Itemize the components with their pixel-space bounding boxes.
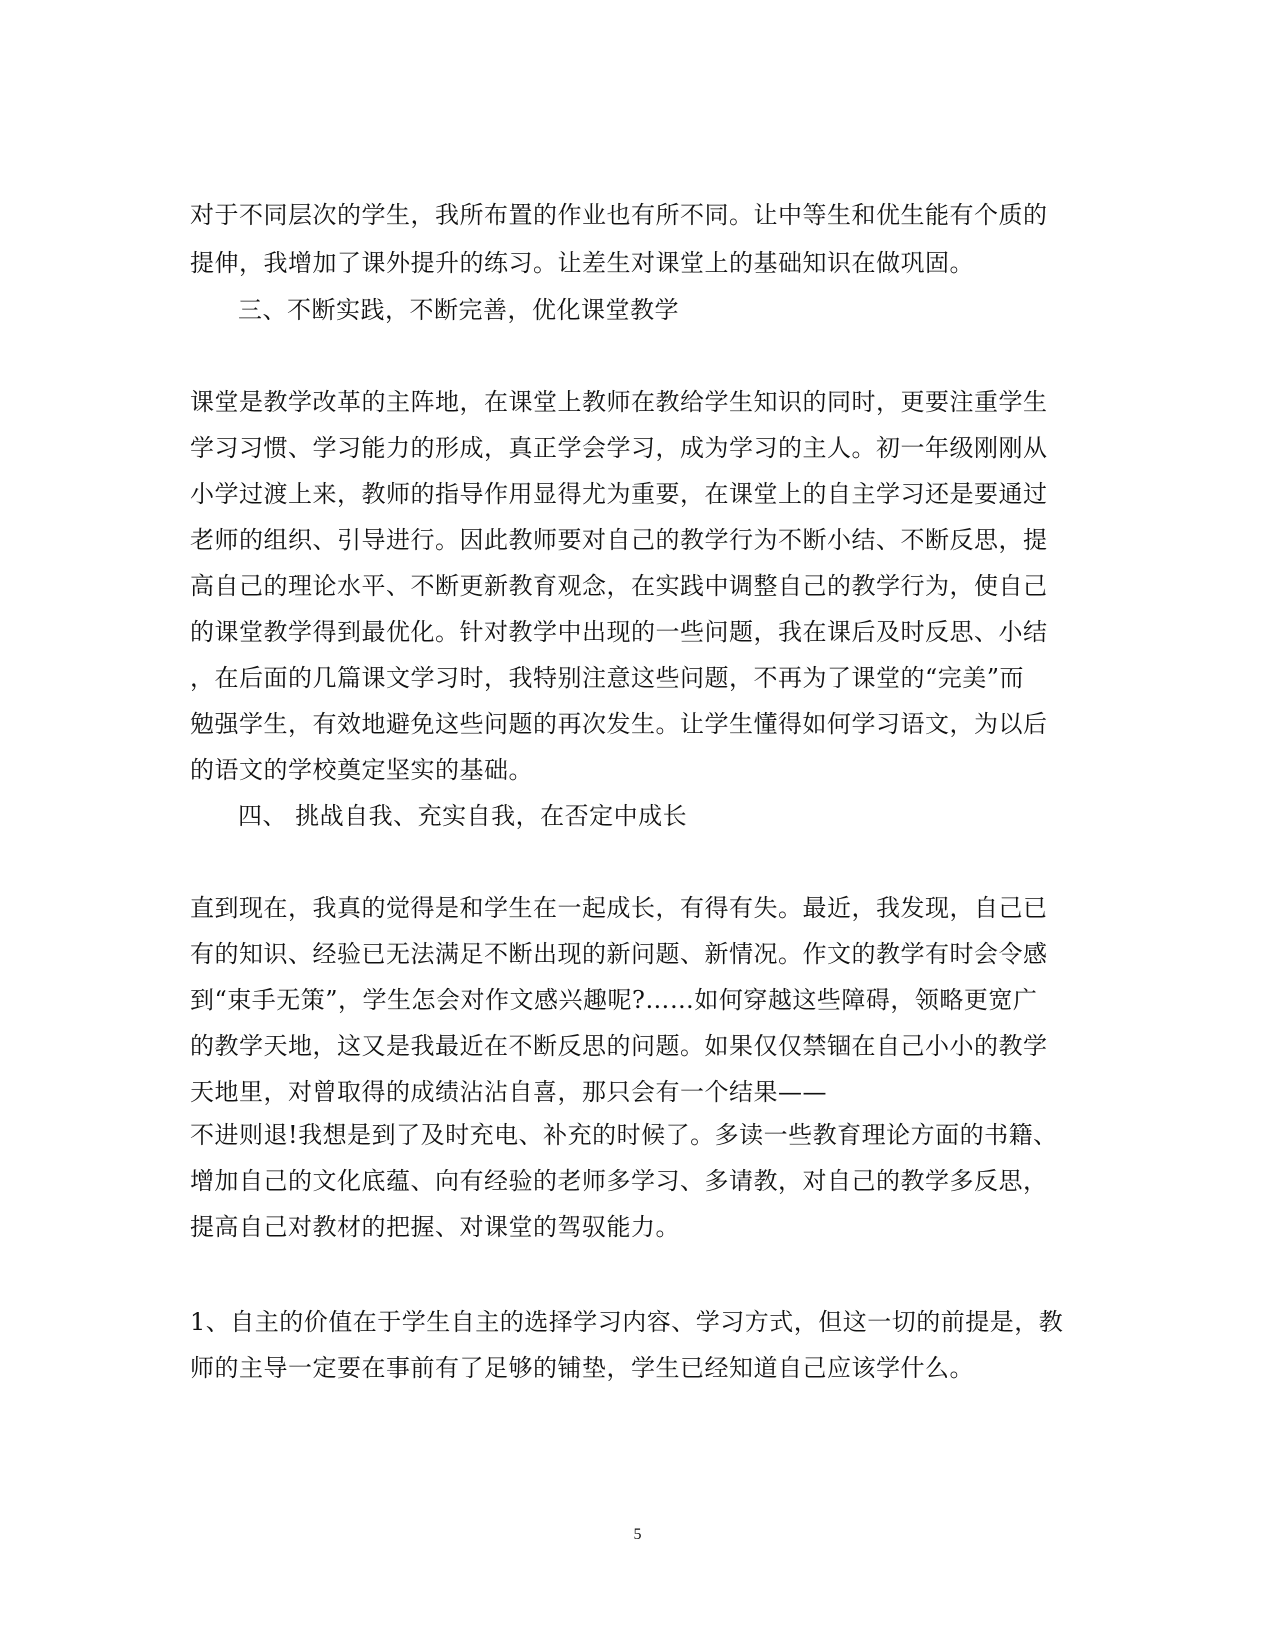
body-text-line: 增加自己的文化底蕴、向有经验的老师多学习、多请教，对自己的教学多反思， [190,1167,1048,1195]
body-text-line: 提伸，我增加了课外提升的练习。让差生对课堂上的基础知识在做巩固。 [190,249,974,277]
body-text-line: 老师的组织、引导进行。因此教师要对自己的教学行为不断小结、不断反思，提 [190,526,1048,554]
body-text-line: 不进则退!我想是到了及时充电、补充的时候了。多读一些教育理论方面的书籍、 [190,1121,1058,1149]
body-text-line: 直到现在，我真的觉得是和学生在一起成长，有得有失。最近，我发现，自己已 [190,894,1048,922]
body-text-line: ，在后面的几篇课文学习时，我特别注意这些问题，不再为了课堂的“完美”而 [190,664,1025,692]
body-text-line: 的教学天地，这又是我最近在不断反思的问题。如果仅仅禁锢在自己小小的教学 [190,1032,1048,1060]
body-text-line: 1、自主的价值在于学生自主的选择学习内容、学习方式，但这一切的前提是，教 [190,1308,1064,1336]
body-text-line: 的语文的学校奠定坚实的基础。 [190,756,533,784]
page-number: 5 [633,1526,642,1543]
body-text-line: 对于不同层次的学生，我所布置的作业也有所不同。让中等生和优生能有个质的 [190,201,1048,229]
body-text-line: 师的主导一定要在事前有了足够的铺垫，学生已经知道自己应该学什么。 [190,1354,974,1382]
body-text-line: 高自己的理论水平、不断更新教育观念，在实践中调整自己的教学行为，使自己 [190,572,1048,600]
body-text-line: 有的知识、经验已无法满足不断出现的新问题、新情况。作文的教学有时会令感 [190,940,1048,968]
body-text-line: 课堂是教学改革的主阵地，在课堂上教师在教给学生知识的同时，更要注重学生 [190,388,1048,416]
body-text-line: 勉强学生，有效地避免这些问题的再次发生。让学生懂得如何学习语文，为以后 [190,710,1048,738]
body-text-line: 提高自己对教材的把握、对课堂的驾驭能力。 [190,1213,680,1241]
body-text-line: 到“束手无策”，学生怎会对作文感兴趣呢?……如何穿越这些障碍，领略更宽广 [190,986,1038,1014]
body-text-line: 天地里，对曾取得的成绩沾沾自喜，那只会有一个结果—— [190,1078,827,1106]
section-heading-3: 三、不断实践，不断完善，优化课堂教学 [238,296,679,324]
section-heading-4: 四、 挑战自我、充实自我，在否定中成长 [238,802,688,830]
body-text-line: 学习习惯、学习能力的形成，真正学会学习，成为学习的主人。初一年级刚刚从 [190,434,1048,462]
body-text-line: 小学过渡上来，教师的指导作用显得尤为重要，在课堂上的自主学习还是要通过 [190,480,1048,508]
body-text-line: 的课堂教学得到最优化。针对教学中出现的一些问题，我在课后及时反思、小结 [190,618,1048,646]
